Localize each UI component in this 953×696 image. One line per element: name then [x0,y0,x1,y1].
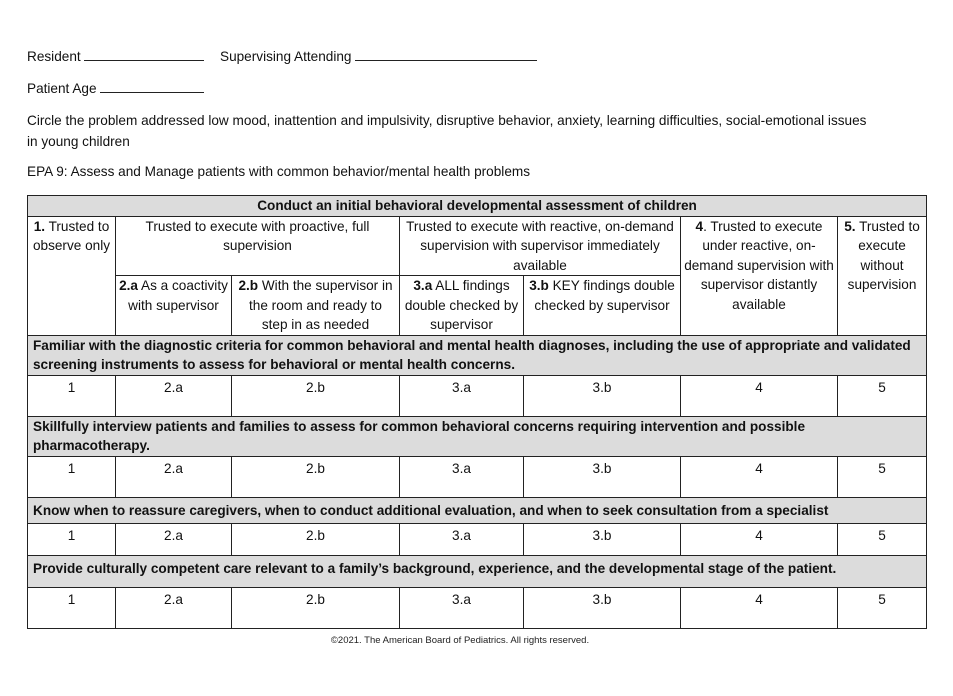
score-option[interactable]: 3.a [400,587,524,628]
criterion-2-text: Skillfully interview patients and families to assess for common behavioral concerns requiring intervention and possible pharmacotherapy. [28,416,927,456]
epa-assessment-table [27,195,927,629]
score-option[interactable]: 3.a [400,456,524,497]
section-header-row [28,196,927,217]
score-option[interactable]: 2.b [232,587,400,628]
score-option[interactable]: 2.a [116,524,232,556]
level-5-header: 5. Trusted to execute without supervision [838,216,927,335]
score-option[interactable]: 3.a [400,375,524,416]
copyright-footer: ©2021. The American Board of Pediatrics. All rights reserved. [330,635,590,646]
criterion-row [28,497,927,524]
supervising-attending-label: Supervising Attending [220,49,352,64]
level-header-row [28,216,927,276]
score-option[interactable]: 4 [681,524,838,556]
score-option[interactable]: 3.a [400,524,524,556]
criterion-row [28,335,927,375]
resident-field[interactable] [84,46,204,61]
criterion-row [28,416,927,456]
score-option[interactable]: 2.b [232,456,400,497]
score-option[interactable]: 4 [681,456,838,497]
level-2b-header: 2.b With the supervisor in the room and ready to step in as needed [232,276,400,336]
resident-label: Resident [27,49,81,64]
score-option[interactable]: 5 [838,456,927,497]
patient-age-field[interactable] [100,78,204,93]
patient-age-line [27,78,204,99]
criterion-1-text: Familiar with the diagnostic criteria for common behavioral and mental health diagnoses, including the use of appropriate and validated screening instruments to assess for behavioral or mental health concerns. [28,335,927,375]
score-option[interactable]: 5 [838,587,927,628]
criterion-3-text: Know when to reassure caregivers, when to conduct additional evaluation, and when to seek consultation from a specialist [28,497,927,524]
score-option[interactable]: 2.a [116,587,232,628]
score-option[interactable]: 3.b [524,456,681,497]
score-option[interactable]: 1 [28,524,116,556]
score-option[interactable]: 1 [28,456,116,497]
score-option[interactable]: 3.b [524,524,681,556]
section-title: Conduct an initial behavioral developmental assessment of children [28,196,927,217]
score-option[interactable]: 3.b [524,375,681,416]
score-option[interactable]: 4 [681,375,838,416]
score-option[interactable]: 1 [28,375,116,416]
score-option[interactable]: 4 [681,587,838,628]
supervising-attending-field[interactable] [355,46,537,61]
score-row [28,375,927,416]
score-option[interactable]: 5 [838,375,927,416]
score-option[interactable]: 2.b [232,375,400,416]
score-option[interactable]: 2.a [116,375,232,416]
resident-line [27,46,537,67]
level-2a-header: 2.a As a coactivity with supervisor [116,276,232,336]
score-option[interactable]: 2.b [232,524,400,556]
patient-age-label: Patient Age [27,81,97,96]
score-row [28,456,927,497]
score-option[interactable]: 5 [838,524,927,556]
score-row [28,587,927,628]
criterion-4-text: Provide culturally competent care relevant to a family’s background, experience, and the developmental stage of the patient. [28,556,927,588]
score-row [28,524,927,556]
score-option[interactable]: 1 [28,587,116,628]
level-3b-header: 3.b KEY findings double checked by supervisor [524,276,681,336]
score-option[interactable]: 2.a [116,456,232,497]
level-2-group-header: Trusted to execute with proactive, full supervision [116,216,400,276]
level-3a-header: 3.a ALL findings double checked by supervisor [400,276,524,336]
level-3-group-header: Trusted to execute with reactive, on-demand supervision with supervisor immediately available [400,216,681,276]
circle-problem-instructions: Circle the problem addressed low mood, inattention and impulsivity, disruptive behavior, anxiety, learning difficulties, social-emotional issues in young children [27,113,867,149]
score-option[interactable]: 3.b [524,587,681,628]
level-4-header: 4. Trusted to execute under reactive, on-demand supervision with supervisor distantly available [681,216,838,335]
level-1-header: 1. Trusted to observe only [28,216,116,335]
epa-title: EPA 9: Assess and Manage patients with common behavior/mental health problems [27,164,530,179]
criterion-row [28,556,927,588]
